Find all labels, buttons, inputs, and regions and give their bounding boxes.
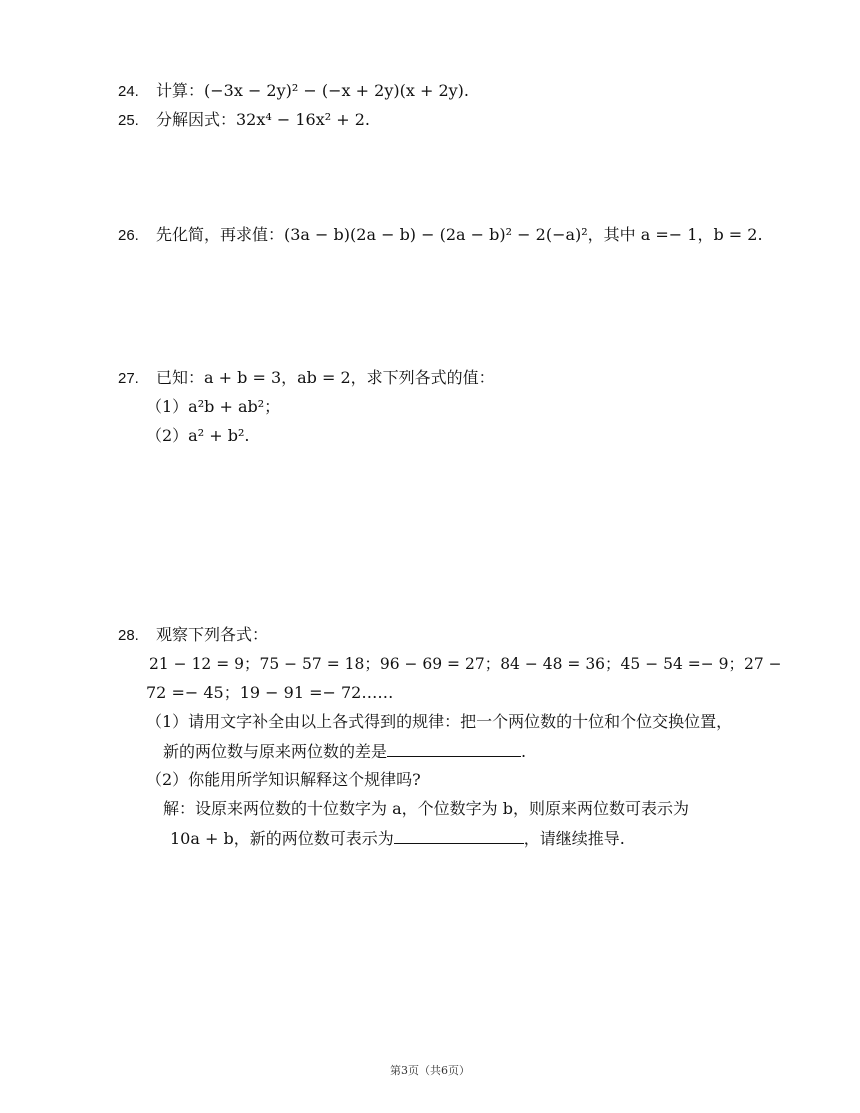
question-number: 26. <box>118 227 139 244</box>
question-text: 分解因式：32x⁴ − 16x² + 2. <box>156 110 371 129</box>
answer-blank-1[interactable] <box>387 740 521 757</box>
question-text: 计算：(−3x − 2y)² − (−x + 2y)(x + 2y). <box>156 81 469 100</box>
question-28-part-2: （2）你能用所学知识解释这个规律吗? <box>146 770 421 789</box>
question-27-part-1: （1）a²b + ab²； <box>146 397 281 416</box>
question-text: 已知：a + b = 3，ab = 2，求下列各式的值： <box>156 368 495 387</box>
question-28-part-1-line-2 <box>163 740 526 763</box>
question-number: 28. <box>118 627 139 644</box>
question-27 <box>118 367 495 390</box>
question-text: 先化简，再求值：(3a − b)(2a − b) − (2a − b)² − 2(−a)²，其中 a =− 1，b = 2. <box>156 225 763 244</box>
question-28 <box>118 624 268 647</box>
question-28-examples-line-1: 21 − 12 = 9；75 − 57 = 18；96 − 69 = 27；84 − 48 = 36；45 − 54 =− 9；27 − <box>149 655 782 673</box>
question-25 <box>118 109 370 132</box>
question-26 <box>118 224 763 247</box>
solution-text: 10a + b，新的两位数可表示为 <box>170 829 394 848</box>
question-27-part-2: （2）a² + b². <box>146 426 250 445</box>
question-number: 24. <box>118 83 139 100</box>
question-number: 25. <box>118 112 139 129</box>
question-24 <box>118 80 469 103</box>
question-28-part-1-line-1: （1）请用文字补全由以上各式得到的规律：把一个两位数的十位和个位交换位置， <box>146 712 733 731</box>
page-footer: 第3页（共6页） <box>390 1064 470 1077</box>
solution-line-2 <box>170 827 625 850</box>
solution-text-end: ，请继续推导. <box>523 829 625 848</box>
part-1-period: . <box>521 742 527 761</box>
question-28-examples-line-2: 72 =− 45；19 − 91 =− 72…… <box>146 683 394 702</box>
solution-line-1: 解：设原来两位数的十位数字为 a，个位数字为 b，则原来两位数可表示为 <box>163 799 689 818</box>
question-number: 27. <box>118 370 139 387</box>
answer-blank-2[interactable] <box>394 827 524 844</box>
part-1-text: 新的两位数与原来两位数的差是 <box>163 742 388 761</box>
question-text: 观察下列各式： <box>156 625 269 644</box>
